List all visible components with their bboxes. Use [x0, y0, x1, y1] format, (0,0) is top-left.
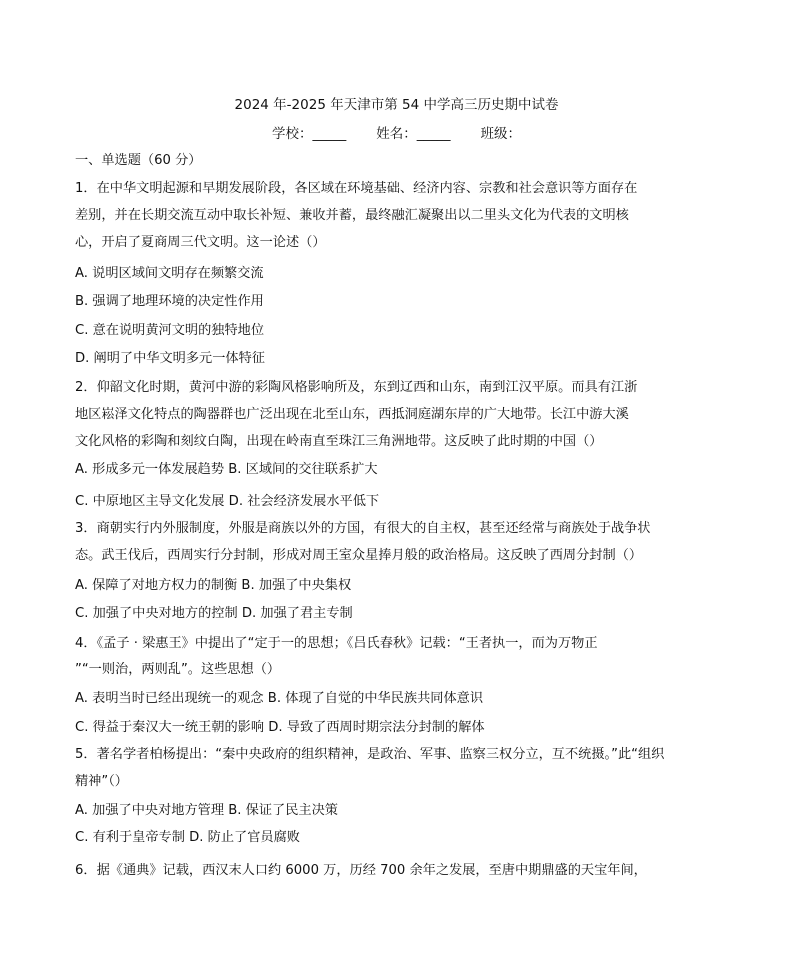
question-6-line-1: 6．据《通典》记载，西汉末人口约 6000 万，历经 700 余年之发展，至唐中期鼎盛的天宝年间， — [75, 863, 647, 878]
question-2-option-cd: C. 中原地区主导文化发展 D. 社会经济发展水平低下 — [75, 494, 380, 509]
question-5-line-2: 精神”（） — [75, 774, 128, 789]
question-1-line-2: 差别，并在长期交流互动中取长补短、兼收并蓄，最终融汇凝聚出以二里头文化为代表的文明核 — [75, 208, 629, 223]
question-5-line-1: 5．著名学者柏杨提出：“秦中央政府的组织精神，是政治、军事、监察三权分立，互不统摄。”此“组织 — [75, 747, 665, 762]
question-4-line-2: ”“一则治，两则乱”。这些思想（） — [75, 662, 281, 677]
student-info-row — [0, 125, 793, 143]
question-3-line-1: 3．商朝实行内外服制度，外服是商族以外的方国，有很大的自主权，甚至还经常与商族处于战争状 — [75, 521, 651, 536]
question-4-option-ab: A. 表明当时已经出现统一的观念 B. 体现了自觉的中华民族共同体意识 — [75, 691, 484, 706]
question-2-option-ab: A. 形成多元一体发展趋势 B. 区域间的交往联系扩大 — [75, 462, 378, 477]
question-3-line-2: 态。武王伐后，西周实行分封制，形成对周王室众星捧月般的政治格局。这反映了西周分封制（） — [75, 548, 643, 563]
question-1-option-a: A. 说明区域间文明存在频繁交流 — [75, 266, 264, 281]
question-1-option-b: B. 强调了地理环境的决定性作用 — [75, 294, 264, 309]
question-5-option-cd: C. 有利于皇帝专制 D. 防止了官员腐败 — [75, 830, 300, 845]
section-heading: 一、单选题（60 分） — [75, 153, 202, 168]
question-3-option-ab: A. 保障了对地方权力的制衡 B. 加强了中央集权 — [75, 578, 352, 593]
question-4-option-cd: C. 得益于秦汉大一统王朝的影响 D. 导致了西周时期宗法分封制的解体 — [75, 720, 485, 735]
name-field: 姓名：_____ — [376, 126, 451, 142]
question-2-line-1: 2．仰韶文化时期，黄河中游的彩陶风格影响所及，东到辽西和山东，南到江汉平原。而具有江浙 — [75, 380, 638, 395]
class-field: 班级： — [480, 126, 521, 142]
question-5-option-ab: A. 加强了中央对地方管理 B. 保证了民主决策 — [75, 803, 338, 818]
question-4-line-1: 4．《孟子 · 梁惠王》中提出了“定于一的思想；《吕氏春秋》记载：“王者执一，而为万物正 — [75, 636, 598, 651]
question-2-line-2: 地区崧泽文化特点的陶器群也广泛出现在北至山东，西抵洞庭湖东岸的广大地带。长江中游大溪 — [75, 407, 629, 422]
question-1-line-1: 1．在中华文明起源和早期发展阶段，各区域在环境基础、经济内容、宗教和社会意识等方面存在 — [75, 181, 638, 196]
question-1-option-d: D. 阐明了中华文明多元一体特征 — [75, 351, 265, 366]
question-2-line-3: 文化风格的彩陶和刻纹白陶，出现在岭南直至珠江三角洲地带。这反映了此时期的中国（） — [75, 434, 603, 449]
question-1-line-3: 心，开启了夏商周三代文明。这一论述（） — [75, 235, 326, 250]
school-field: 学校：_____ — [272, 126, 347, 142]
exam-title: 2024 年-2025 年天津市第 54 中学高三历史期中试卷 — [234, 97, 559, 113]
question-1-option-c: C. 意在说明黄河文明的独特地位 — [75, 323, 265, 338]
question-3-option-cd: C. 加强了中央对地方的控制 D. 加强了君主专制 — [75, 606, 353, 621]
